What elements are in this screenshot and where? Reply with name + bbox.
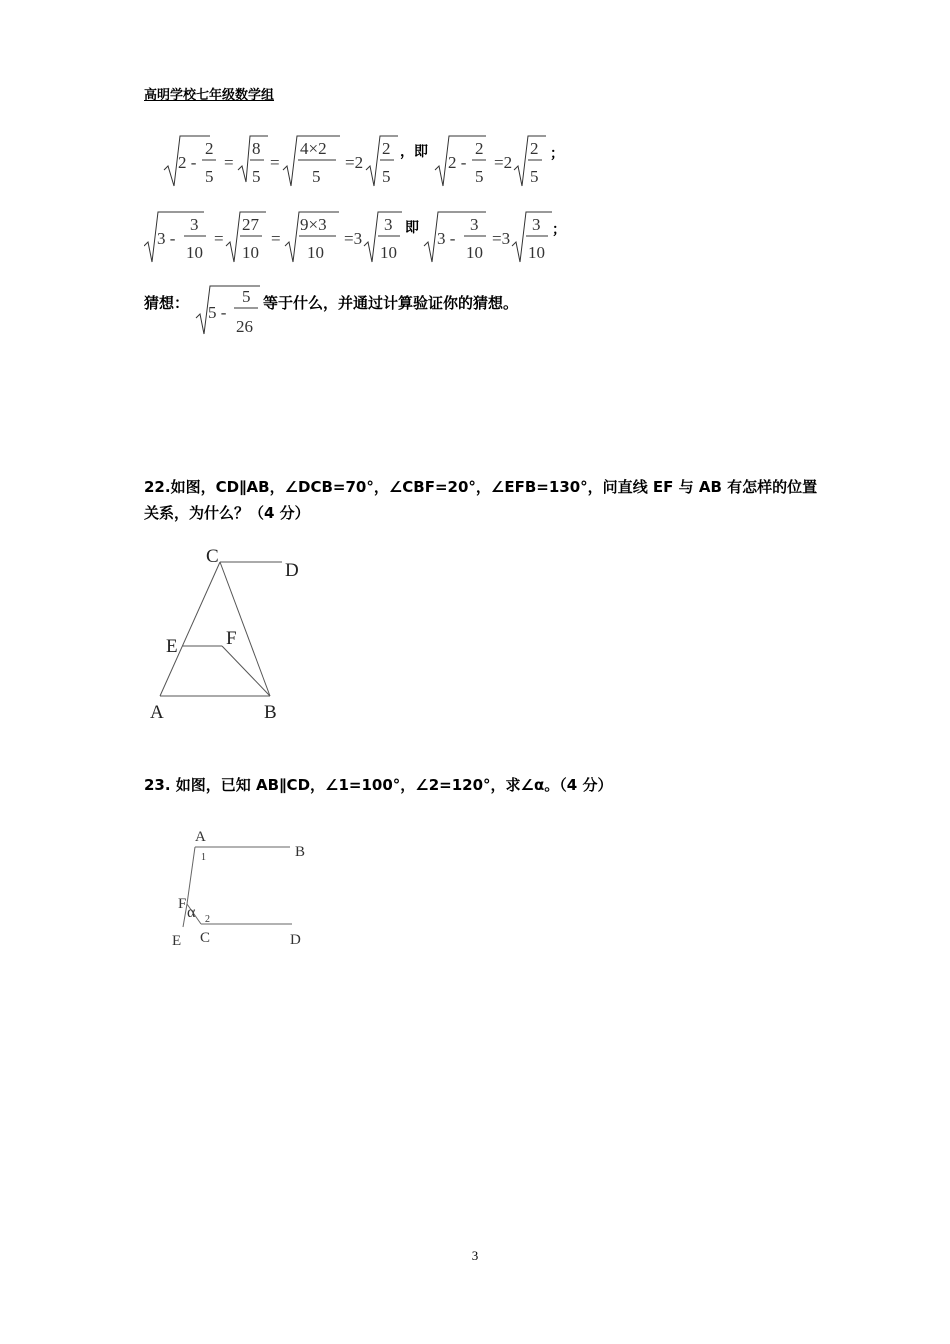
segment-ca — [160, 562, 220, 696]
eq1-frac-a-num: 2 — [205, 139, 214, 158]
svg-text:10: 10 — [528, 243, 545, 262]
label-d: D — [285, 560, 299, 581]
label-b: B — [295, 844, 306, 860]
segment-fb — [222, 646, 270, 696]
q22-line1: 22.如图，CD∥AB，∠DCB=70°，∠CBF=20°，∠EFB=130°，问直线 EF 与 AB 有怎样的位置 — [144, 478, 818, 496]
eq1-end: ； — [550, 146, 564, 162]
q22-figure — [140, 540, 340, 730]
angle-2-label: 2 — [205, 914, 210, 925]
eq2-frac-c-num: 9×3 — [300, 215, 327, 234]
label-b: B — [264, 702, 277, 723]
q23-figure — [165, 822, 325, 952]
svg-text:5: 5 — [475, 167, 484, 186]
svg-text:=: = — [270, 153, 280, 172]
eq2-radicand: 3 - — [157, 229, 176, 248]
eq1-frac-a-den: 5 — [205, 167, 214, 186]
label-c: C — [200, 930, 211, 946]
svg-text:3: 3 — [532, 215, 541, 234]
label-f: F — [226, 628, 237, 649]
page-number: 3 — [471, 1248, 479, 1263]
eq1-frac-c-den: 5 — [312, 167, 321, 186]
svg-text:2: 2 — [530, 139, 539, 158]
label-f: F — [178, 896, 187, 912]
eq2-frac-b-num: 27 — [242, 215, 259, 234]
svg-text:=: = — [214, 229, 224, 248]
eq1-frac-d-num: 2 — [382, 139, 391, 158]
eq2-frac-a-num: 3 — [190, 215, 199, 234]
eq1-frac-b-den: 5 — [252, 167, 261, 186]
eq1-frac-b-num: 8 — [252, 139, 261, 158]
guess-text: 等于什么，并通过计算验证你的猜想。 — [263, 294, 519, 312]
guess-radicand: 5 - — [208, 303, 227, 322]
eq1-radicand: 2 - — [178, 153, 197, 172]
svg-text:10: 10 — [466, 243, 483, 262]
guess-frac-den: 26 — [236, 317, 253, 336]
segment-af — [187, 847, 195, 904]
q23-line1: 23. 如图，已知 AB∥CD，∠1=100°，∠2=120°，求∠α。（4 分） — [144, 776, 613, 794]
svg-text:=: = — [224, 153, 234, 172]
eq1-frac-c-num: 4×2 — [300, 139, 327, 158]
svg-text:2 -: 2 - — [448, 153, 467, 172]
angle-alpha-label: α — [187, 904, 196, 921]
q22-line2: 关系，为什么？（4 分） — [144, 504, 310, 522]
guess-radical — [194, 282, 264, 340]
eq2-frac-c-den: 10 — [307, 243, 324, 262]
label-e: E — [166, 636, 178, 657]
svg-text:3: 3 — [470, 215, 479, 234]
label-a: A — [150, 702, 164, 723]
svg-text:2: 2 — [475, 139, 484, 158]
label-d: D — [290, 932, 301, 948]
svg-text:=: = — [271, 229, 281, 248]
eq1-connector: ，即 — [400, 144, 428, 160]
equation-row-1 — [150, 130, 590, 192]
eq1-coef: =2 — [345, 153, 364, 172]
eq2-connector: 即 — [405, 220, 419, 236]
guess-label: 猜想： — [144, 294, 190, 312]
svg-text:3 -: 3 - — [437, 229, 456, 248]
eq2-end: ； — [552, 222, 566, 238]
label-a: A — [195, 829, 206, 845]
eq1-frac-d-den: 5 — [382, 167, 391, 186]
equation-row-2 — [144, 206, 584, 268]
eq2-frac-a-den: 10 — [186, 243, 203, 262]
svg-text:=3: =3 — [492, 229, 511, 248]
angle-1-label: 1 — [201, 852, 206, 863]
header-title: 高明学校七年级数学组 — [144, 88, 275, 103]
svg-text:=2: =2 — [494, 153, 513, 172]
label-e: E — [172, 933, 182, 949]
eq2-coef: =3 — [344, 229, 363, 248]
eq2-frac-d-den: 10 — [380, 243, 397, 262]
label-c: C — [206, 546, 219, 567]
guess-frac-num: 5 — [242, 287, 251, 306]
svg-text:5: 5 — [530, 167, 539, 186]
eq2-frac-b-den: 10 — [242, 243, 259, 262]
eq2-frac-d-num: 3 — [384, 215, 393, 234]
